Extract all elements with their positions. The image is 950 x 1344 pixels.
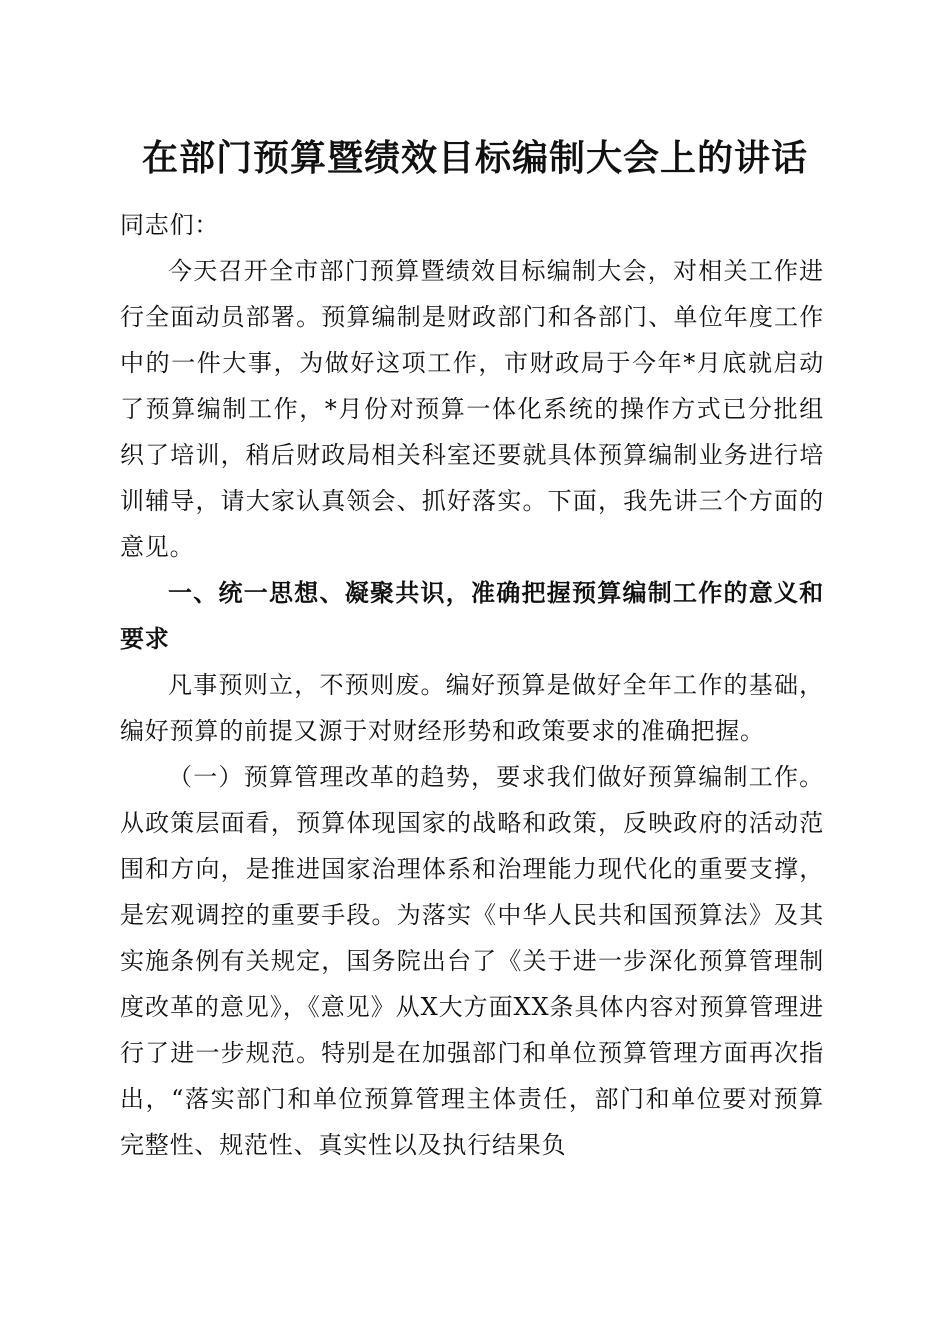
- salutation: 同志们：: [120, 211, 220, 239]
- opening-paragraph: 今天召开全市部门预算暨绩效目标编制大会，对相关工作进行全面动员部署。预算编制是财政部门和各部门、单位年度工作中的一件大事，为做好这项工作，市财政局于今年*月底就启动了预算编制工作，*月份对预算一体化系统的操作方式已分批组织了培训，稍后财政局相关科室还要就具体预算编制业务进行培训辅导，请大家认真领会、抓好落实。下面，我先讲三个方面的意见。: [120, 257, 824, 561]
- document-title: 在部门预算暨绩效目标编制大会上的讲话: [141, 137, 808, 179]
- subsection-paragraph: （一）预算管理改革的趋势，要求我们做好预算编制工作。从政策层面看，预算体现国家的战略和政策，反映政府的活动范围和方向，是推进国家治理体系和治理能力现代化的重要支撑，是宏观调控的重要手段。为落实《中华人民共和国预算法》及其实施条例有关规定，国务院出台了《关于进一步深化预算管理制度改革的意见》，《意见》从X大方面XX条具体内容对预算管理进行了进一步规范。特别是在加强部门和单位预算管理方面再次指出，“落实部门和单位预算管理主体责任，部门和单位要对预算完整性、规范性、真实性以及执行结果负: [120, 763, 824, 1159]
- section-heading: 一、统一思想、凝聚共识，准确把握预算编制工作的意义和要求: [120, 579, 824, 653]
- document-body: [120, 202, 824, 1168]
- section-intro-paragraph: 凡事预则立，不预则废。编好预算是做好全年工作的基础，编好预算的前提又源于对财经形势和政策要求的准确把握。: [120, 671, 824, 745]
